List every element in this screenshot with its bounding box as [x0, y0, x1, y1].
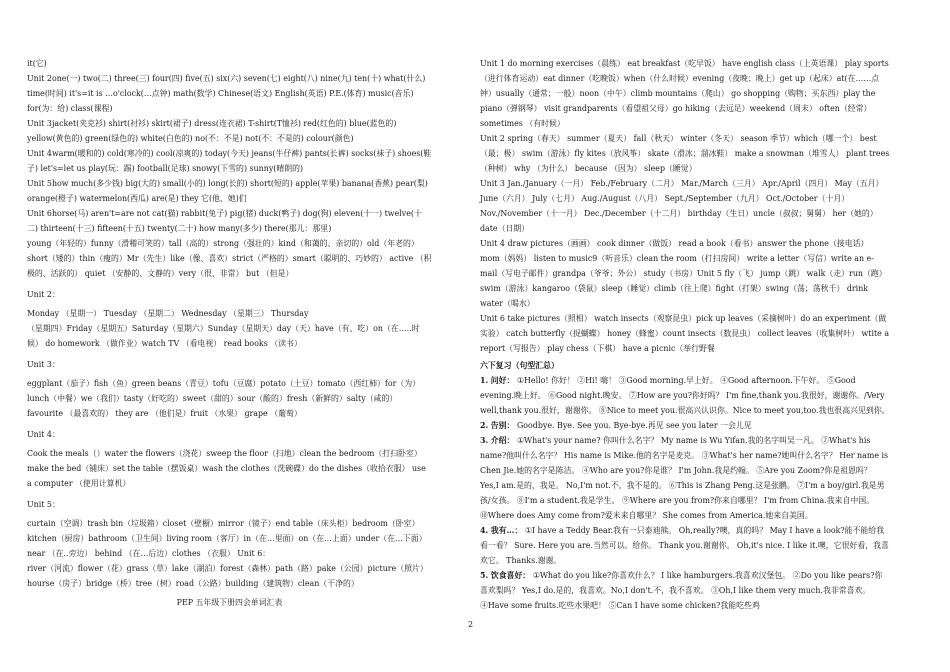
review-item-heading: 我有…： [490, 526, 523, 535]
unit-vocab-block: Unit 2 spring（春天） summer（夏天） fall（秋天） winter（冬天） season 季节）which（哪一个） best（最；极） swim（游泳）fly kites（放风筝） skate（滑冰；溜冰鞋） make a snowman（堆雪人） plant trees（种树） why （为什么） because （因为） sleep（睡觉） [480, 134, 890, 173]
review-item-text: ①Hello! 你好！ ②Hi! 嗨！ ③Good morning.早上好。 ④Good afternoon.下午好。 ⑤Good evening.晚上好。 ⑥Good night.晚安。 ⑦How are you?你好吗？ I'm fine,thank you.我很好，谢谢你。/Very well,thank you.很好，谢谢你。 ⑧Nice to meet you.很高兴认识你。Nice to meet you,too.我也很高兴见到你。 [480, 376, 890, 415]
review-item-number: 5. [480, 571, 489, 580]
vocab-line: river（河流）flower（花）grass（草）lake（湖泊）forest（森林）path（路）pake（公园）picture（照片）hourse（房子）bridge（桥）tree（树）road（公路）building（建筑物）clean（干净的） [27, 564, 428, 588]
vocab-line: curtain（空调）trash bin（垃圾箱）closet（壁橱）mirror（镜子）end table（床头柜）bedroom（卧室）kitchen（厨房）bathroom（卫生间）living room（客厅）in（在…里面）on（在…上面）under（在…下面） near （在..旁边） behind （在…后边）clothes （衣服） Unit 6： [27, 519, 427, 558]
vocab-list-title: PEP 五年级下册四会单词汇表 [176, 598, 283, 607]
review-item-text: Goodbye. Bye. See you. Bye-bye.再见 see you later 一会儿见 [516, 421, 752, 430]
vocab-line: Monday （星期一） Tuesday （星期二） Wednesday （星期三） Thursday [27, 309, 309, 318]
review-item [480, 418, 890, 433]
unit-heading: Unit 4： [27, 430, 60, 439]
review-item-text: ①What do you like?你喜欢什么？ I like hamburgers.我喜欢汉堡包。 ②Do you like pears?你喜欢梨吗？ Yes,I do.是的，我喜欢。No,I don't.不，我不喜欢。 ③Oh,I like them very much.我非常喜欢。 ④Have some fruits.吃些水果吧！ ⑤Can I have some chicken?我能吃些鸡 [480, 571, 883, 610]
review-item-heading: 饮食喜好： [490, 571, 531, 580]
unit-vocab-block: Unit 3 Jan./January（一月） Feb./February（二月） Mar./March（三月） Apr./April（四月） May（五月） June（六月） July（七月） Aug./August（八月） Sept./September（九月） Oct./October（十月）Nov./November（十一月） Dec./December（十二月） birthday（生日）uncle（叔叔；舅舅） her（她的） date（日期） [480, 179, 884, 233]
review-item [480, 568, 890, 613]
right-column [480, 56, 890, 613]
left-column [27, 56, 432, 610]
review-item-text: ①What's your name? 你叫什么名字？ My name is Wu Yifan.我的名字叫吴一凡。 ②What's his name?他叫什么名字？ His name is Mike.他的名字是麦克。 ③What's her name?她叫什么名字？ Her name is Chen Jie.她的名字是陈洁。 ④Who are you?你是谁？ I'm John.我是约翰。 ⑤Are you Zoom?你是祖恩吗？ Yes,I am.是的，我是。 No,I'm not.不，我不是的。 ⑥This is Zhang Peng.这是张鹏。 ⑦I'm a boy/girl.我是男孩/女孩。 ⑧I'm a student.我是学生。 ⑨Where are you from?你来自哪里？ I'm from China.我来自中国。 ⑩Where does Amy come from?爱米来自哪里？ She comes from America.她来自美国。 [480, 436, 889, 520]
unit-heading: Unit 3： [27, 360, 60, 369]
review-item-heading: 告别： [490, 421, 515, 430]
unit-vocab-block: Unit 6 take pictures（照相） watch insects（观察昆虫）pick up leaves（采摘树叶）do an experiment（做实验） catch butterfly（捉蝴蝶） honey（蜂蜜）count insects（数昆虫） collect leaves（收集树叶） wtite a report（写报告） play chess（下棋） have a picnic（举行野餐 [480, 314, 890, 353]
unit-heading: Unit 5： [27, 500, 60, 509]
review-item-heading: 介绍： [490, 436, 515, 445]
unit-heading: Unit 2： [27, 290, 60, 299]
vocab-line: Unit 5how much(多少钱) big(大的) small(小的) long(长的) short(短的) apple(苹果) banana(香蕉) pear(梨) orange(橙子) watermelon(西瓜) are(是) they 它(他、她)们 [27, 179, 428, 203]
review-title: 六下复习（句型汇总） [480, 361, 559, 370]
vocab-line: Unit 4warm(暖和的) cold(寒冷的) cool(凉爽的) today(今天) jeans(牛仔裤) pants(长裤) socks(袜子) shoes(鞋子) let's=let us play(玩：踢) football(足球) snowy(下雪的) sunny(晴朗的) [27, 149, 432, 173]
review-item-number: 4. [480, 526, 489, 535]
page-number: 2 [468, 620, 474, 629]
unit-vocab-block: Unit 1 do morning exercises（晨练） eat breakfast（吃早饭） have english class（上英语课） play sports（进行体育运动）eat dinner（吃晚饭）when（什么时候）evening（夜晚；晚上）get up（起床）at(在……点钟）usually（通常；一般）noon（中午）climb mountains（爬山） go shopping（购物；买东西）play the piano（弹钢琴） visit grandparents（看望祖父母）go hiking（去远足）weekend（周末） often（经常） sometimes （有时候） [480, 59, 889, 128]
unit-vocab-block: Unit 4 draw pictures（画画） cook dinner（做饭） read a book（看书）answer the phone（接电话） mom（妈妈） listen to music9（听音乐）clean the room（打扫房间） write a letter（写信）write an e-mail（写电子邮件）grandpa（爷爷；外公） study（书房）Unit 5 fly（飞） jump（跳） walk（走）run（跑）swim（游泳）kangaroo（袋鼠）sleep（睡觉）climb（往上爬）fight（打架）swing（荡；荡秋千） drink water（喝水） [480, 239, 887, 308]
vocab-line: eggplant（茄子）fish（鱼）green beans（青豆）tofu（豆腐）potato（土豆）tomato（西红柿）for（为）lunch（中餐）we（我们）tasty（好吃的）sweet（甜的）sour（酸的）fresh（新鲜的）salty（咸的） favourite （最喜欢的） they are （他们是）fruit （水果） grape （葡萄） [27, 379, 421, 418]
review-item-text: ①I have a Teddy Bear.我有一只泰迪熊。 Oh,really?噢，真的吗？ May I have a look?能不能给我看一看？ Sure. Here you are.当然可以。给你。 Thank you.谢谢你。 Oh,it's nice. I like it.噢，它很好看，我喜欢它。 Thanks.谢谢。 [480, 526, 889, 565]
review-item [480, 523, 890, 568]
review-item [480, 433, 890, 523]
vocab-line: Unit 2one(一) two(二) three(三) four(四) five(五) six(六) seven(七) eight(八) nine(九) ten(十) what(什么) time(时间) it's=it is …o'clock(…点钟) math(数学) Chinese(语文) English(英语) P.E.(体育) music(音乐) for(为：给) class(课程) [27, 74, 426, 113]
review-item-heading: 问好： [490, 376, 515, 385]
vocab-line: Unit 6horse(马) aren't=are not cat(猫) rabbit(兔子) pig(猪) duck(鸭子) dog(狗) eleven(十一) twelve(十二) thirteen(十三) fifteen(十五) twenty(二十) how many(多少) there(那儿：那里) [27, 209, 422, 233]
vocab-line: Unit 3jacket(夹克衫) shirt(衬衫) skirt(裙子) dress(连衣裙) T-shirt(T恤衫) red(红色的) blue(蓝色的) yellow(黄色的) green(绿色的) white(白色的) no(不：不是) not(不：不是的) colour(颜色) [27, 119, 397, 143]
review-item [480, 373, 890, 418]
review-item-number: 1. [480, 376, 489, 385]
review-item-number: 3. [480, 436, 489, 445]
vocab-line: Cook the meals（）water the flowers（浇花）sweep the floor（扫地）clean the bedroom（打扫卧室）make the bed（铺床）set the table（摆饭桌）wash the clothes（洗碗碟）do the dishes（收拾衣服） use a computer （使用计算机） [27, 449, 426, 488]
review-item-number: 2. [480, 421, 489, 430]
vocab-line: （星期四）Friday（星期五）Saturday（星期六）Sunday（星期天）day（天）have（有、吃）on（在…..时候） do homework （做作业）watch TV （看电视） read books （读书） [27, 324, 420, 348]
vocab-line: young（年轻的）funny（滑稽可笑的）tall（高的）strong（强壮的）kind（和蔼的、亲切的）old（年老的）short（矮的）thin（瘦的）Mr（先生）like（像、喜欢）strict（严格的）smart（聪明的、巧妙的） active （积极的、活跃的） quiet （安静的、文静的）very（很、非常） but （但是） [27, 239, 432, 278]
vocab-line: it(它) [27, 59, 47, 68]
